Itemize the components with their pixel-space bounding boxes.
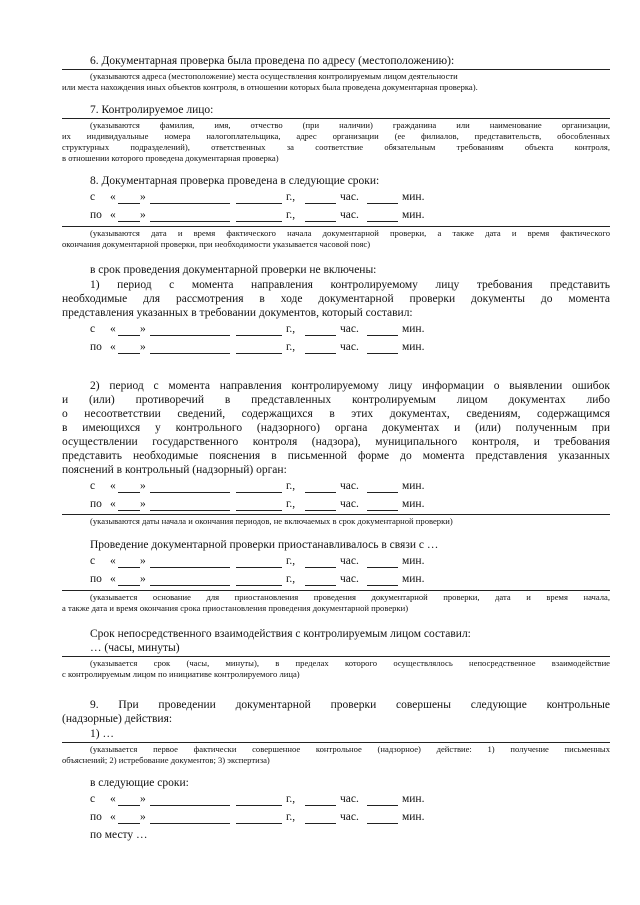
fill-line[interactable] <box>62 118 610 119</box>
minutes-field[interactable] <box>367 353 398 354</box>
year-label: г., <box>286 480 296 492</box>
period-1-text: 1) период с момента направления контролируемому лицу требования представить <box>90 279 610 291</box>
hours-label: час. <box>340 191 359 203</box>
quote-open: « <box>110 811 116 823</box>
minutes-label: мин. <box>402 209 425 221</box>
hours-field[interactable] <box>305 585 336 586</box>
to-label: по <box>90 811 102 823</box>
place-label: по месту … <box>90 829 148 841</box>
period-2-text: и (или) противоречий в представленных контролируемым лицом документах либо <box>62 394 610 406</box>
quote-close: » <box>140 811 146 823</box>
hours-label: час. <box>340 341 359 353</box>
quote-close: » <box>140 498 146 510</box>
quote-close: » <box>140 793 146 805</box>
fill-line[interactable] <box>62 656 610 657</box>
interaction-note: с контролируемым лицом по инициативе контролируемого лица) <box>62 669 300 679</box>
from-label: с <box>90 555 96 567</box>
minutes-label: мин. <box>402 555 425 567</box>
hours-label: час. <box>340 209 359 221</box>
quote-open: « <box>110 793 116 805</box>
section-6-title: 6. Документарная проверка была проведена по адресу (местоположению): <box>90 55 455 67</box>
excluded-intro: в срок проведения документарной проверки не включены: <box>90 264 377 276</box>
quote-open: « <box>110 555 116 567</box>
month-field[interactable] <box>150 492 230 493</box>
month-field[interactable] <box>150 823 230 824</box>
year-field[interactable] <box>236 203 282 204</box>
period-2-text: 2) период с момента направления контролируемому лицу информации о выявлении ошибок <box>90 380 610 392</box>
minutes-field[interactable] <box>367 203 398 204</box>
hours-field[interactable] <box>305 510 336 511</box>
quote-close: » <box>140 555 146 567</box>
section-9-note: (указывается первое фактически совершенное контрольное (надзорное) действие: 1) получение письменных <box>90 744 610 754</box>
hours-field[interactable] <box>305 203 336 204</box>
section-7-title: 7. Контролируемое лицо: <box>90 104 214 116</box>
section-8-note: (указываются дата и время фактического начала документарной проверки, а также дата и время фактического <box>90 228 610 238</box>
minutes-field[interactable] <box>367 335 398 336</box>
action-item: 1) … <box>90 728 114 740</box>
periods-note: (указываются даты начала и окончания периодов, не включаемых в срок документарной проверки) <box>90 516 453 526</box>
year-label: г., <box>286 573 296 585</box>
section-6-note: (указываются адреса (местоположение) места осуществления контролируемым лицом деятельности <box>90 71 458 81</box>
minutes-label: мин. <box>402 323 425 335</box>
hours-label: час. <box>340 793 359 805</box>
year-label: г., <box>286 323 296 335</box>
hours-field[interactable] <box>305 221 336 222</box>
section-8-note: окончания документарной проверки, при необходимости указывается часовой пояс) <box>62 239 371 249</box>
year-field[interactable] <box>236 492 282 493</box>
period-2-text: в имеющихся у контрольного (надзорного) органа документах и (или) полученным при <box>62 422 610 434</box>
quote-open: « <box>110 573 116 585</box>
period-2-text: пояснений в контрольный (надзорный) орган: <box>62 464 287 476</box>
section-9-title: 9. При проведении документарной проверки совершены следующие контрольные <box>90 699 610 711</box>
to-label: по <box>90 209 102 221</box>
hours-label: час. <box>340 498 359 510</box>
minutes-field[interactable] <box>367 492 398 493</box>
hours-field[interactable] <box>305 335 336 336</box>
period-1-text: представления указанных в требовании документов, который составил: <box>62 307 413 319</box>
year-field[interactable] <box>236 823 282 824</box>
quote-close: » <box>140 341 146 353</box>
hours-label: час. <box>340 811 359 823</box>
interaction-title: Срок непосредственного взаимодействия с контролируемым лицом составил: <box>90 628 471 640</box>
to-label: по <box>90 341 102 353</box>
year-field[interactable] <box>236 805 282 806</box>
suspension-title: Проведение документарной проверки приостанавливалось в связи с … <box>90 539 439 551</box>
section-6-note: или места нахождения иных объектов контроля, в отношении которых была проведена документарная проверка). <box>62 82 478 92</box>
section-9-title: (надзорные) действия: <box>62 713 173 725</box>
fill-line[interactable] <box>62 514 610 515</box>
hours-label: час. <box>340 555 359 567</box>
fill-line[interactable] <box>62 590 610 591</box>
hours-label: час. <box>340 573 359 585</box>
year-field[interactable] <box>236 335 282 336</box>
section-8-title: 8. Документарная проверка проведена в следующие сроки: <box>90 175 380 187</box>
fill-line[interactable] <box>62 226 610 227</box>
quote-open: « <box>110 341 116 353</box>
section-7-note: их индивидуальные номера налогоплательщика, адрес организации (ее филиалов, представительств, обособленных <box>62 131 610 141</box>
day-field[interactable] <box>118 805 140 806</box>
hours-label: час. <box>340 323 359 335</box>
fill-line[interactable] <box>62 69 610 70</box>
suspension-note: (указывается основание для приостановления проведения документарной проверки, дата и время начала, <box>90 592 610 602</box>
year-label: г., <box>286 811 296 823</box>
minutes-label: мин. <box>402 341 425 353</box>
day-field[interactable] <box>118 510 140 511</box>
hours-field[interactable] <box>305 492 336 493</box>
minutes-label: мин. <box>402 793 425 805</box>
section-7-note: (указываются фамилия, имя, отчество (при наличии) гражданина или наименование организации, <box>90 120 610 130</box>
minutes-field[interactable] <box>367 585 398 586</box>
month-field[interactable] <box>150 567 230 568</box>
quote-open: « <box>110 323 116 335</box>
minutes-field[interactable] <box>367 567 398 568</box>
interaction-value: … (часы, минуты) <box>90 642 180 654</box>
day-field[interactable] <box>118 823 140 824</box>
minutes-label: мин. <box>402 191 425 203</box>
to-label: по <box>90 573 102 585</box>
from-label: с <box>90 480 96 492</box>
from-label: с <box>90 323 96 335</box>
year-label: г., <box>286 209 296 221</box>
day-field[interactable] <box>118 492 140 493</box>
section-7-note: структурных подразделений), ответственных за соответствие обязательным требованиям объекта контроля, <box>62 142 610 152</box>
day-field[interactable] <box>118 567 140 568</box>
month-field[interactable] <box>150 203 230 204</box>
month-field[interactable] <box>150 510 230 511</box>
hours-field[interactable] <box>305 823 336 824</box>
minutes-label: мин. <box>402 480 425 492</box>
quote-close: » <box>140 323 146 335</box>
year-field[interactable] <box>236 567 282 568</box>
year-label: г., <box>286 341 296 353</box>
year-field[interactable] <box>236 510 282 511</box>
year-label: г., <box>286 793 296 805</box>
hours-field[interactable] <box>305 353 336 354</box>
year-field[interactable] <box>236 585 282 586</box>
day-field[interactable] <box>118 221 140 222</box>
day-field[interactable] <box>118 353 140 354</box>
quote-open: « <box>110 191 116 203</box>
year-field[interactable] <box>236 353 282 354</box>
interaction-note: (указывается срок (часы, минуты), в пределах которого осуществлялось непосредственное взаимодействие <box>90 658 610 668</box>
hours-label: час. <box>340 480 359 492</box>
period-1-text: необходимые для рассмотрения в ходе документарной проверки документы до момента <box>62 293 610 305</box>
period-2-text: о несоответствии сведений, содержащихся в этих документах, сведениям, содержащимся <box>62 408 610 420</box>
month-field[interactable] <box>150 585 230 586</box>
day-field[interactable] <box>118 335 140 336</box>
minutes-field[interactable] <box>367 221 398 222</box>
hours-field[interactable] <box>305 805 336 806</box>
minutes-field[interactable] <box>367 510 398 511</box>
quote-open: « <box>110 209 116 221</box>
month-field[interactable] <box>150 353 230 354</box>
minutes-label: мин. <box>402 498 425 510</box>
quote-open: « <box>110 498 116 510</box>
minutes-field[interactable] <box>367 805 398 806</box>
terms-label: в следующие сроки: <box>90 777 189 789</box>
month-field[interactable] <box>150 805 230 806</box>
minutes-label: мин. <box>402 811 425 823</box>
year-label: г., <box>286 191 296 203</box>
year-label: г., <box>286 555 296 567</box>
to-label: по <box>90 498 102 510</box>
quote-close: » <box>140 191 146 203</box>
quote-close: » <box>140 480 146 492</box>
fill-line[interactable] <box>62 742 610 743</box>
from-label: с <box>90 793 96 805</box>
year-field[interactable] <box>236 221 282 222</box>
month-field[interactable] <box>150 335 230 336</box>
hours-field[interactable] <box>305 567 336 568</box>
suspension-note: а также дата и время окончания срока приостановления проведения документарной проверки) <box>62 603 409 613</box>
period-2-text: осуществлении государственного контроля (надзора), муниципального контроля, и требования <box>62 436 610 448</box>
quote-open: « <box>110 480 116 492</box>
period-2-text: представить необходимые пояснения в письменной форме до момента представления указанных <box>62 450 610 462</box>
month-field[interactable] <box>150 221 230 222</box>
quote-close: » <box>140 573 146 585</box>
day-field[interactable] <box>118 203 140 204</box>
minutes-label: мин. <box>402 573 425 585</box>
section-9-note: объяснений; 2) истребование документов; 3) экспертиза) <box>62 755 270 765</box>
from-label: с <box>90 191 96 203</box>
day-field[interactable] <box>118 585 140 586</box>
minutes-field[interactable] <box>367 823 398 824</box>
section-7-note: в отношении которого проведена документарная проверка) <box>62 153 279 163</box>
year-label: г., <box>286 498 296 510</box>
quote-close: » <box>140 209 146 221</box>
